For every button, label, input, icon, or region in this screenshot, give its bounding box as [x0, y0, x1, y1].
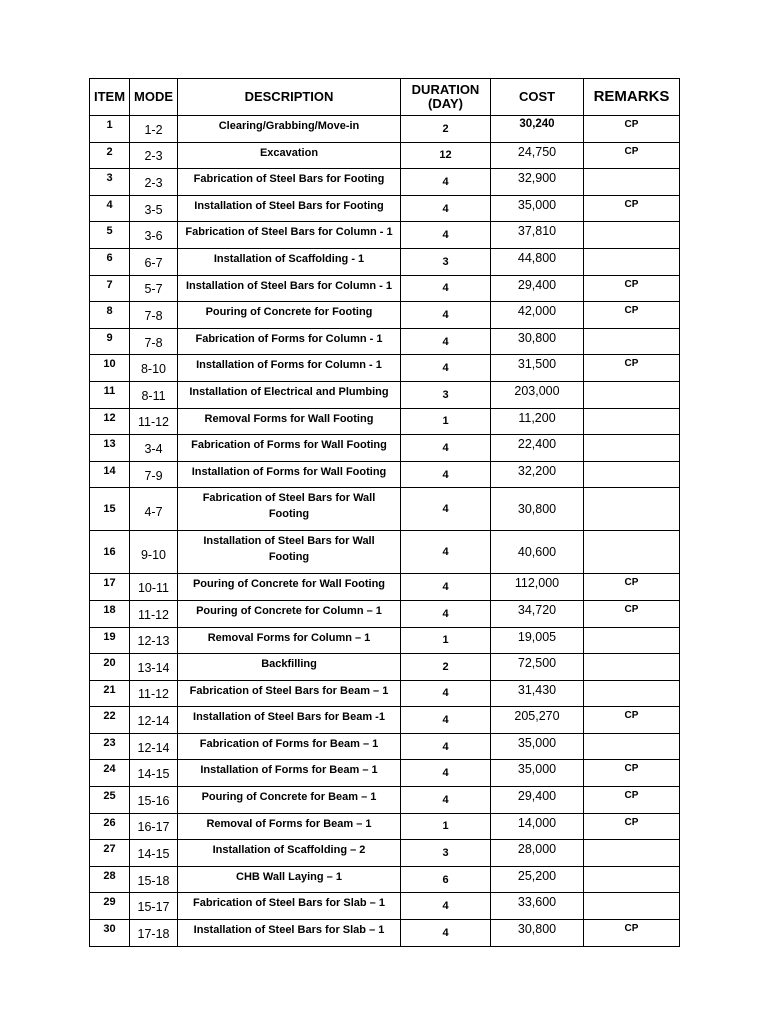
table-row: [90, 893, 680, 920]
duration-cell: 4: [401, 574, 491, 601]
item-cell: 19: [90, 627, 130, 654]
duration-cell: 6: [401, 866, 491, 893]
mode-cell: 15-16: [130, 787, 178, 814]
cost-cell: 44,800: [491, 248, 584, 275]
remarks-cell: CP: [584, 302, 680, 329]
cost-cell: 31,430: [491, 680, 584, 707]
mode-cell: 15-18: [130, 866, 178, 893]
description-cell: Fabrication of Steel Bars for Beam – 1: [178, 680, 401, 707]
cost-cell: 35,000: [491, 760, 584, 787]
remarks-cell: [584, 248, 680, 275]
duration-cell: 4: [401, 488, 491, 531]
mode-cell: 3-5: [130, 195, 178, 222]
remarks-cell: [584, 733, 680, 760]
mode-cell: 6-7: [130, 248, 178, 275]
description-cell: Pouring of Concrete for Column – 1: [178, 600, 401, 627]
cost-cell: 11,200: [491, 408, 584, 435]
remarks-cell: CP: [584, 707, 680, 734]
duration-cell: 4: [401, 760, 491, 787]
cost-cell: 72,500: [491, 654, 584, 681]
table-row: [90, 248, 680, 275]
mode-cell: 4-7: [130, 488, 178, 531]
mode-cell: 14-15: [130, 840, 178, 867]
mode-cell: 7-8: [130, 328, 178, 355]
mode-cell: 8-10: [130, 355, 178, 382]
item-cell: 29: [90, 893, 130, 920]
item-cell: 2: [90, 142, 130, 169]
cost-cell: 30,240: [491, 116, 584, 143]
duration-cell: 4: [401, 275, 491, 302]
header-row: [90, 79, 680, 116]
mode-cell: 16-17: [130, 813, 178, 840]
mode-cell: 2-3: [130, 142, 178, 169]
item-cell: 24: [90, 760, 130, 787]
remarks-cell: [584, 531, 680, 574]
description-cell: Fabrication of Steel Bars for Column - 1: [178, 222, 401, 249]
table-row: [90, 142, 680, 169]
description-cell: Fabrication of Steel Bars for Slab – 1: [178, 893, 401, 920]
duration-cell: 4: [401, 920, 491, 947]
description-cell: Installation of Forms for Beam – 1: [178, 760, 401, 787]
cost-cell: 24,750: [491, 142, 584, 169]
header-cost: COST: [491, 79, 584, 116]
table-row: [90, 408, 680, 435]
remarks-cell: CP: [584, 574, 680, 601]
cost-cell: 34,720: [491, 600, 584, 627]
duration-cell: 4: [401, 328, 491, 355]
table-row: [90, 760, 680, 787]
cost-cell: 28,000: [491, 840, 584, 867]
table-row: [90, 600, 680, 627]
cost-cell: 22,400: [491, 435, 584, 462]
description-cell: Installation of Scaffolding – 2: [178, 840, 401, 867]
mode-cell: 12-14: [130, 707, 178, 734]
duration-cell: 1: [401, 408, 491, 435]
remarks-cell: [584, 381, 680, 408]
header-duration-line1: DURATION: [411, 82, 480, 97]
duration-cell: 3: [401, 840, 491, 867]
description-cell: Fabrication of Forms for Beam – 1: [178, 733, 401, 760]
description-cell: Installation of Forms for Wall Footing: [178, 461, 401, 488]
description-cell: Installation of Steel Bars for Slab – 1: [178, 920, 401, 947]
item-cell: 3: [90, 169, 130, 196]
table-row: [90, 707, 680, 734]
remarks-cell: [584, 222, 680, 249]
cost-cell: 42,000: [491, 302, 584, 329]
cost-cell: 203,000: [491, 381, 584, 408]
description-cell: Excavation: [178, 142, 401, 169]
table-row: [90, 866, 680, 893]
duration-cell: 4: [401, 680, 491, 707]
duration-cell: 4: [401, 435, 491, 462]
mode-cell: 1-2: [130, 116, 178, 143]
cost-cell: 35,000: [491, 733, 584, 760]
duration-cell: 4: [401, 707, 491, 734]
header-remarks: REMARKS: [584, 79, 680, 116]
item-cell: 23: [90, 733, 130, 760]
remarks-cell: [584, 435, 680, 462]
cost-cell: 19,005: [491, 627, 584, 654]
table-row: [90, 302, 680, 329]
mode-cell: 9-10: [130, 531, 178, 574]
table-row: [90, 680, 680, 707]
description-cell: Fabrication of Steel Bars for Footing: [178, 169, 401, 196]
duration-cell: 4: [401, 531, 491, 574]
item-cell: 17: [90, 574, 130, 601]
remarks-cell: CP: [584, 195, 680, 222]
item-cell: 12: [90, 408, 130, 435]
duration-cell: 2: [401, 116, 491, 143]
cost-cell: 35,000: [491, 195, 584, 222]
item-cell: 15: [90, 488, 130, 531]
description-cell: Installation of Steel Bars for Wall Footing: [178, 531, 401, 574]
remarks-cell: [584, 680, 680, 707]
remarks-cell: CP: [584, 355, 680, 382]
description-cell: Fabrication of Forms for Column - 1: [178, 328, 401, 355]
table-row: [90, 116, 680, 143]
cost-cell: 112,000: [491, 574, 584, 601]
mode-cell: 12-13: [130, 627, 178, 654]
cost-cell: 33,600: [491, 893, 584, 920]
description-cell: Installation of Steel Bars for Beam -1: [178, 707, 401, 734]
table-row: [90, 920, 680, 947]
item-cell: 28: [90, 866, 130, 893]
table-row: [90, 787, 680, 814]
mode-cell: 17-18: [130, 920, 178, 947]
duration-cell: 2: [401, 654, 491, 681]
cost-cell: 30,800: [491, 488, 584, 531]
header-mode: MODE: [130, 79, 178, 116]
description-cell: Installation of Steel Bars for Column - 1: [178, 275, 401, 302]
mode-cell: 10-11: [130, 574, 178, 601]
remarks-cell: CP: [584, 760, 680, 787]
item-cell: 4: [90, 195, 130, 222]
mode-cell: 13-14: [130, 654, 178, 681]
table-row: [90, 531, 680, 574]
cost-cell: 32,200: [491, 461, 584, 488]
remarks-cell: CP: [584, 920, 680, 947]
mode-cell: 15-17: [130, 893, 178, 920]
description-cell: Installation of Forms for Column - 1: [178, 355, 401, 382]
remarks-cell: [584, 408, 680, 435]
duration-cell: 3: [401, 381, 491, 408]
cost-cell: 29,400: [491, 787, 584, 814]
description-cell: Removal of Forms for Beam – 1: [178, 813, 401, 840]
cost-cell: 32,900: [491, 169, 584, 196]
item-cell: 22: [90, 707, 130, 734]
remarks-cell: CP: [584, 116, 680, 143]
duration-cell: 4: [401, 600, 491, 627]
table-row: [90, 813, 680, 840]
cost-cell: 37,810: [491, 222, 584, 249]
table-row: [90, 461, 680, 488]
table-header: [90, 79, 680, 116]
description-cell: Installation of Electrical and Plumbing: [178, 381, 401, 408]
table-row: [90, 574, 680, 601]
item-cell: 18: [90, 600, 130, 627]
item-cell: 26: [90, 813, 130, 840]
cost-cell: 40,600: [491, 531, 584, 574]
remarks-cell: CP: [584, 600, 680, 627]
description-cell: Removal Forms for Wall Footing: [178, 408, 401, 435]
description-cell: Installation of Steel Bars for Footing: [178, 195, 401, 222]
duration-cell: 4: [401, 222, 491, 249]
cost-cell: 29,400: [491, 275, 584, 302]
item-cell: 1: [90, 116, 130, 143]
table-row: [90, 435, 680, 462]
mode-cell: 2-3: [130, 169, 178, 196]
description-cell: Clearing/Grabbing/Move-in: [178, 116, 401, 143]
table-row: [90, 627, 680, 654]
item-cell: 7: [90, 275, 130, 302]
description-cell: Pouring of Concrete for Wall Footing: [178, 574, 401, 601]
duration-cell: 1: [401, 813, 491, 840]
cost-cell: 205,270: [491, 707, 584, 734]
header-description: DESCRIPTION: [178, 79, 401, 116]
duration-cell: 12: [401, 142, 491, 169]
mode-cell: 7-9: [130, 461, 178, 488]
cost-cell: 14,000: [491, 813, 584, 840]
description-cell: CHB Wall Laying – 1: [178, 866, 401, 893]
table-row: [90, 275, 680, 302]
mode-cell: 3-4: [130, 435, 178, 462]
header-duration-line2: (DAY): [428, 96, 463, 111]
mode-cell: 3-6: [130, 222, 178, 249]
item-cell: 8: [90, 302, 130, 329]
table-row: [90, 195, 680, 222]
item-cell: 5: [90, 222, 130, 249]
remarks-cell: [584, 840, 680, 867]
mode-cell: 5-7: [130, 275, 178, 302]
duration-cell: 4: [401, 195, 491, 222]
duration-cell: 3: [401, 248, 491, 275]
remarks-cell: CP: [584, 142, 680, 169]
cost-cell: 30,800: [491, 328, 584, 355]
duration-cell: 4: [401, 461, 491, 488]
header-item: ITEM: [90, 79, 130, 116]
remarks-cell: CP: [584, 813, 680, 840]
item-cell: 27: [90, 840, 130, 867]
description-cell: Pouring of Concrete for Footing: [178, 302, 401, 329]
remarks-cell: CP: [584, 275, 680, 302]
mode-cell: 11-12: [130, 600, 178, 627]
table-row: [90, 654, 680, 681]
mode-cell: 14-15: [130, 760, 178, 787]
duration-cell: 4: [401, 355, 491, 382]
item-cell: 10: [90, 355, 130, 382]
mode-cell: 12-14: [130, 733, 178, 760]
item-cell: 20: [90, 654, 130, 681]
remarks-cell: [584, 488, 680, 531]
schedule-sheet: [89, 78, 679, 947]
table-row: [90, 169, 680, 196]
remarks-cell: [584, 627, 680, 654]
item-cell: 21: [90, 680, 130, 707]
mode-cell: 11-12: [130, 680, 178, 707]
activity-table: [89, 78, 680, 947]
table-row: [90, 328, 680, 355]
table-row: [90, 840, 680, 867]
item-cell: 14: [90, 461, 130, 488]
remarks-cell: [584, 461, 680, 488]
cost-cell: 30,800: [491, 920, 584, 947]
item-cell: 6: [90, 248, 130, 275]
item-cell: 9: [90, 328, 130, 355]
item-cell: 30: [90, 920, 130, 947]
description-cell: Backfilling: [178, 654, 401, 681]
description-cell: Pouring of Concrete for Beam – 1: [178, 787, 401, 814]
mode-cell: 11-12: [130, 408, 178, 435]
table-row: [90, 381, 680, 408]
description-cell: Fabrication of Forms for Wall Footing: [178, 435, 401, 462]
remarks-cell: CP: [584, 787, 680, 814]
table-row: [90, 355, 680, 382]
item-cell: 16: [90, 531, 130, 574]
item-cell: 13: [90, 435, 130, 462]
table-body: [90, 116, 680, 947]
description-cell: Installation of Scaffolding - 1: [178, 248, 401, 275]
duration-cell: 4: [401, 893, 491, 920]
remarks-cell: [584, 169, 680, 196]
item-cell: 11: [90, 381, 130, 408]
mode-cell: 7-8: [130, 302, 178, 329]
duration-cell: 4: [401, 733, 491, 760]
table-row: [90, 488, 680, 531]
remarks-cell: [584, 866, 680, 893]
duration-cell: 4: [401, 302, 491, 329]
duration-cell: 4: [401, 169, 491, 196]
header-duration: [401, 79, 491, 116]
item-cell: 25: [90, 787, 130, 814]
mode-cell: 8-11: [130, 381, 178, 408]
table-row: [90, 733, 680, 760]
description-cell: Fabrication of Steel Bars for Wall Footing: [178, 488, 401, 531]
cost-cell: 25,200: [491, 866, 584, 893]
duration-cell: 1: [401, 627, 491, 654]
duration-cell: 4: [401, 787, 491, 814]
remarks-cell: [584, 328, 680, 355]
remarks-cell: [584, 893, 680, 920]
cost-cell: 31,500: [491, 355, 584, 382]
table-row: [90, 222, 680, 249]
description-cell: Removal Forms for Column – 1: [178, 627, 401, 654]
remarks-cell: [584, 654, 680, 681]
